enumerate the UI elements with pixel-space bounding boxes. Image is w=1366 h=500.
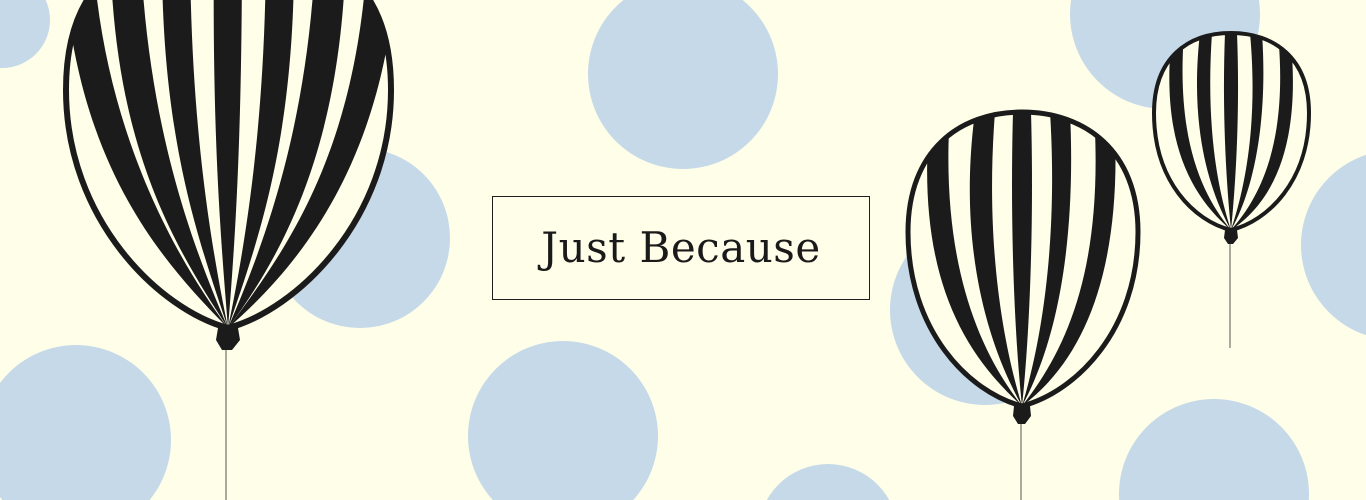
polka-dot-icon xyxy=(588,0,778,169)
striped-balloon-icon xyxy=(1154,33,1309,348)
polka-dot-icon xyxy=(468,341,658,500)
title-frame xyxy=(492,196,870,300)
polka-dot-icon xyxy=(1119,399,1309,500)
polka-dot-icon xyxy=(1301,150,1366,340)
polka-dot-icon xyxy=(0,0,50,68)
banner-title: Just Because xyxy=(541,223,821,272)
striped-balloon-icon xyxy=(908,112,1138,500)
polka-dot-icon xyxy=(758,464,898,500)
polka-dot-icon xyxy=(0,345,171,500)
